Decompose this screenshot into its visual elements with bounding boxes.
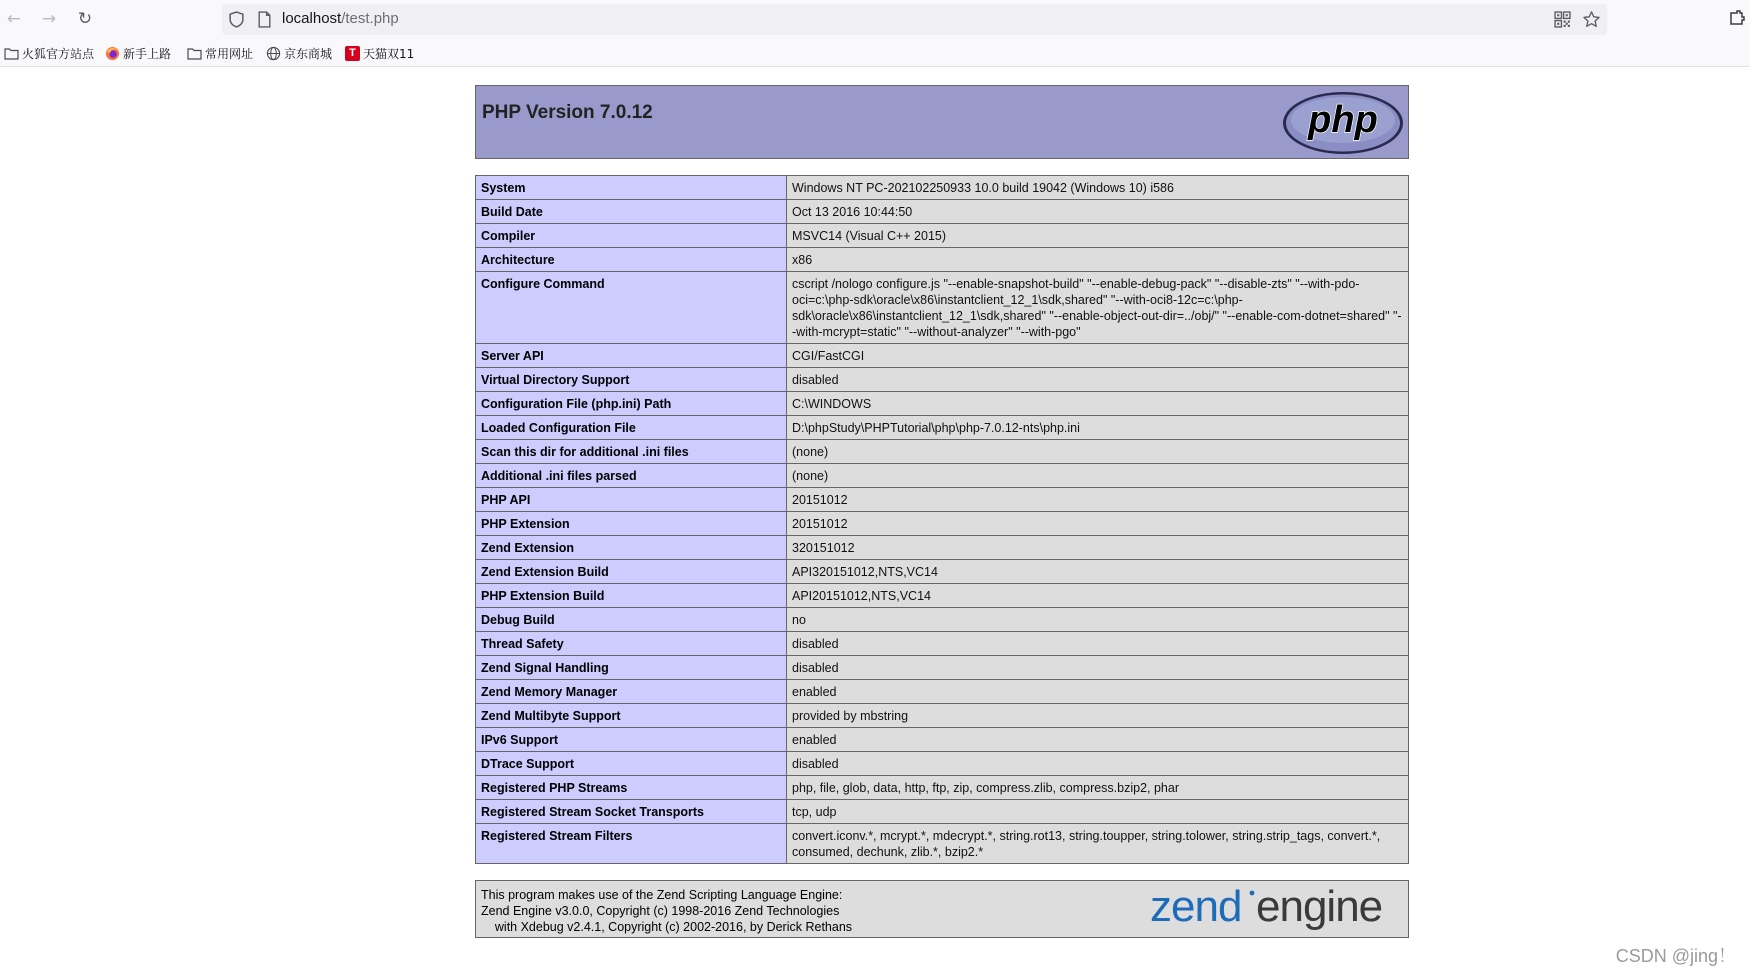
row-value: enabled: [787, 680, 1409, 704]
firefox-icon: [105, 46, 120, 61]
row-value: disabled: [787, 656, 1409, 680]
bookmarks-bar: [0, 38, 1750, 67]
table-row: [476, 176, 1409, 200]
row-value: Oct 13 2016 10:44:50: [787, 200, 1409, 224]
row-value: 20151012: [787, 488, 1409, 512]
table-row: [476, 728, 1409, 752]
folder-icon: [4, 47, 19, 60]
row-value: x86: [787, 248, 1409, 272]
phpinfo-content: [475, 85, 1409, 938]
zend-logo-word: zend: [1150, 883, 1242, 931]
bookmark-getting-started[interactable]: [105, 44, 171, 62]
watermark: CSDN @jing！: [1615, 946, 1736, 966]
row-key: Configure Command: [476, 272, 787, 344]
row-key: PHP API: [476, 488, 787, 512]
globe-icon: [266, 46, 281, 61]
table-row: [476, 272, 1409, 344]
row-key: Loaded Configuration File: [476, 416, 787, 440]
footer-line-1: This program makes use of the Zend Scripting Language Engine:: [481, 888, 843, 902]
table-row: [476, 488, 1409, 512]
footer-text: [481, 887, 852, 935]
php-logo[interactable]: [1282, 90, 1404, 156]
php-logo-text: php: [1308, 99, 1378, 141]
bookmark-label: 天猫双11: [363, 46, 415, 61]
bookmark-label: 新手上路: [123, 46, 172, 61]
table-row: [476, 200, 1409, 224]
bookmark-label: 常用网址: [205, 46, 254, 61]
bookmark-jd[interactable]: [266, 44, 332, 62]
table-row: [476, 704, 1409, 728]
table-row: [476, 536, 1409, 560]
row-key: Zend Multibyte Support: [476, 704, 787, 728]
row-key: Registered Stream Filters: [476, 824, 787, 864]
bookmark-star-icon[interactable]: [1582, 10, 1601, 29]
row-key: Architecture: [476, 248, 787, 272]
tmall-icon: T: [345, 46, 360, 61]
row-value: php, file, glob, data, http, ftp, zip, compress.zlib, compress.bzip2, phar: [787, 776, 1409, 800]
table-row: [476, 416, 1409, 440]
row-key: PHP Extension Build: [476, 584, 787, 608]
row-key: Debug Build: [476, 608, 787, 632]
table-row: [476, 656, 1409, 680]
row-key: Virtual Directory Support: [476, 368, 787, 392]
bookmark-label: 火狐官方站点: [22, 46, 95, 61]
table-row: [476, 440, 1409, 464]
browser-toolbar: [0, 0, 1750, 38]
row-value: MSVC14 (Visual C++ 2015): [787, 224, 1409, 248]
footer-line-3: with Xdebug v2.4.1, Copyright (c) 2002-2016, by Derick Rethans: [481, 920, 853, 934]
row-value: disabled: [787, 368, 1409, 392]
row-value: D:\phpStudy\PHPTutorial\php\php-7.0.12-nts\php.ini: [787, 416, 1409, 440]
reload-button[interactable]: [74, 8, 96, 30]
page-icon[interactable]: [257, 11, 272, 28]
table-row: [476, 368, 1409, 392]
row-value: (none): [787, 440, 1409, 464]
row-key: Compiler: [476, 224, 787, 248]
url-path: /test.php: [341, 10, 399, 27]
row-key: Build Date: [476, 200, 787, 224]
arrow-left-icon: ←: [6, 9, 22, 29]
row-key: Additional .ini files parsed: [476, 464, 787, 488]
row-key: Zend Signal Handling: [476, 656, 787, 680]
row-key: Configuration File (php.ini) Path: [476, 392, 787, 416]
row-key: Zend Extension: [476, 536, 787, 560]
php-version-header: [475, 85, 1409, 159]
row-key: Registered PHP Streams: [476, 776, 787, 800]
url-host: localhost: [282, 10, 342, 27]
row-value: convert.iconv.*, mcrypt.*, mdecrypt.*, string.rot13, string.toupper, string.tolower, string.strip_tags, convert.*, consumed, dechunk, zlib.*, bzip2.*: [787, 824, 1409, 864]
zend-footer: [475, 880, 1409, 938]
row-key: IPv6 Support: [476, 728, 787, 752]
folder-icon: [187, 47, 202, 60]
bookmark-common-urls[interactable]: [187, 44, 253, 62]
engine-logo-word: engine: [1256, 883, 1383, 931]
row-value: disabled: [787, 632, 1409, 656]
url-text[interactable]: [282, 10, 399, 27]
row-value: enabled: [787, 728, 1409, 752]
row-value: CGI/FastCGI: [787, 344, 1409, 368]
row-key: Zend Extension Build: [476, 560, 787, 584]
row-value: 20151012: [787, 512, 1409, 536]
row-value: API20151012,NTS,VC14: [787, 584, 1409, 608]
arrow-right-icon: →: [41, 9, 57, 29]
table-row: [476, 824, 1409, 864]
table-row: [476, 512, 1409, 536]
row-value: 320151012: [787, 536, 1409, 560]
table-row: [476, 248, 1409, 272]
table-row: [476, 680, 1409, 704]
qr-code-icon[interactable]: [1554, 11, 1571, 28]
row-value: disabled: [787, 752, 1409, 776]
row-value: tcp, udp: [787, 800, 1409, 824]
table-row: [476, 752, 1409, 776]
row-value: provided by mbstring: [787, 704, 1409, 728]
row-value: Windows NT PC-202102250933 10.0 build 19042 (Windows 10) i586: [787, 176, 1409, 200]
footer-line-2: Zend Engine v3.0.0, Copyright (c) 1998-2016 Zend Technologies: [481, 904, 840, 918]
row-value: C:\WINDOWS: [787, 392, 1409, 416]
info-table: [475, 175, 1409, 864]
row-key: Thread Safety: [476, 632, 787, 656]
table-row: [476, 392, 1409, 416]
zend-engine-logo[interactable]: [1150, 883, 1404, 937]
bookmark-firefox-site[interactable]: [4, 44, 94, 62]
extensions-icon[interactable]: [1728, 9, 1746, 27]
row-value: API320151012,NTS,VC14: [787, 560, 1409, 584]
table-row: [476, 224, 1409, 248]
page-title: PHP Version 7.0.12: [482, 102, 653, 123]
table-row: [476, 632, 1409, 656]
table-row: [476, 464, 1409, 488]
row-key: Scan this dir for additional .ini files: [476, 440, 787, 464]
row-value: no: [787, 608, 1409, 632]
bookmark-tmall[interactable]: [345, 44, 414, 62]
row-value: cscript /nologo configure.js "--enable-snapshot-build" "--enable-debug-pack" "--disable-zts" "--with-pdo-oci=c:\php-sdk\oracle\x86\instantclient_12_1\sdk,shared" "--with-oci8-12c=c:\php-sdk\oracle\x86\instantclient_12_1\sdk,shared" "--enable-object-out-dir=../obj/" "--enable-com-dotnet=shared" "--with-mcrypt=static" "--without-analyzer" "--with-pgo": [787, 272, 1409, 344]
table-row: [476, 560, 1409, 584]
table-row: [476, 800, 1409, 824]
table-row: [476, 344, 1409, 368]
shield-icon[interactable]: [228, 11, 245, 28]
reload-icon: ↻: [77, 9, 93, 29]
table-row: [476, 608, 1409, 632]
row-key: Zend Memory Manager: [476, 680, 787, 704]
forward-button[interactable]: [38, 8, 60, 30]
row-key: Registered Stream Socket Transports: [476, 800, 787, 824]
row-key: PHP Extension: [476, 512, 787, 536]
table-row: [476, 776, 1409, 800]
table-row: [476, 584, 1409, 608]
row-key: DTrace Support: [476, 752, 787, 776]
row-key: System: [476, 176, 787, 200]
row-key: Server API: [476, 344, 787, 368]
row-value: (none): [787, 464, 1409, 488]
bookmark-label: 京东商城: [284, 46, 333, 61]
address-bar[interactable]: [222, 4, 1607, 35]
back-button[interactable]: [3, 8, 25, 30]
